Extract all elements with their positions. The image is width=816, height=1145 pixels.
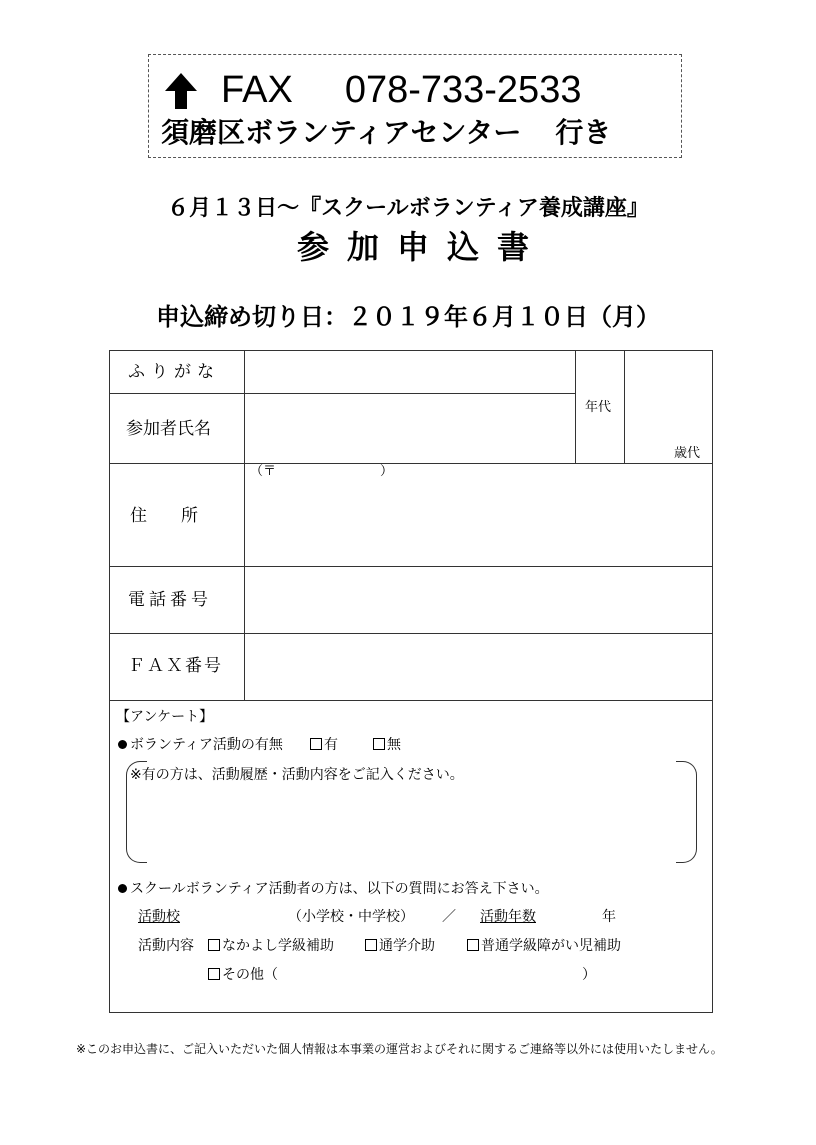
q1-no-option[interactable]: [373, 735, 401, 755]
fax-number-field[interactable]: [245, 634, 712, 700]
school-label: 活動校: [138, 909, 180, 925]
up-arrow-icon: [165, 73, 197, 109]
destination-name: 須磨区ボランティアセンター: [161, 116, 522, 149]
nakayoshi-checkbox[interactable]: [208, 939, 220, 951]
deadline-text: 申込締め切り日：２０１９年６月１０日（月）: [156, 303, 660, 331]
age-unit: 歳代: [674, 446, 701, 461]
destination-suffix: 行き: [555, 116, 612, 149]
privacy-footnote: ※このお申込書に、ご記入いただいた個人情報は本事業の運営およびそれに関するご連絡等以外には使用いたしません。: [76, 1042, 723, 1056]
option-regular-class[interactable]: [467, 936, 621, 956]
years-field[interactable]: [480, 907, 620, 927]
phone-field[interactable]: [245, 567, 712, 633]
years-label: 活動年数: [480, 909, 536, 925]
bullet-icon: [118, 740, 127, 749]
q1-no-label: 無: [387, 737, 401, 753]
q1-yes-label: 有: [324, 737, 338, 753]
commute-checkbox[interactable]: [365, 939, 377, 951]
fax-line: [221, 65, 581, 115]
other-checkbox[interactable]: [208, 968, 220, 980]
participant-name-label: 参加者氏名: [126, 419, 211, 439]
age-column-divider: [575, 351, 576, 463]
address-label: 住 所: [130, 506, 198, 526]
years-unit: 年: [602, 909, 616, 925]
fax-number: 078-733-2533: [344, 69, 582, 111]
note-bracket-right: [676, 761, 697, 863]
option-nakayoshi[interactable]: [208, 936, 334, 956]
fax-row-divider: [110, 700, 712, 701]
participant-name-field[interactable]: [245, 394, 574, 463]
application-form: [109, 350, 713, 1013]
no-checkbox[interactable]: [373, 738, 385, 750]
furigana-label: ふりがな: [128, 362, 220, 382]
option-other-close: ）: [582, 967, 596, 983]
q1-yes-option[interactable]: [310, 735, 338, 755]
option-commute-label: 通学介助: [379, 938, 435, 954]
survey-heading: 【アンケート】: [116, 709, 214, 725]
page-title: 参加申込書: [296, 228, 547, 266]
school-field[interactable]: [138, 907, 442, 927]
option-other[interactable]: [208, 965, 278, 985]
fax-destination: [161, 113, 611, 153]
separator: ／: [442, 909, 456, 925]
content-label: 活動内容: [138, 938, 194, 954]
furigana-field[interactable]: [245, 351, 574, 393]
survey-q2-text: スクールボランティア活動者の方は、以下の質問にお答え下さい。: [130, 881, 549, 897]
regular-class-checkbox[interactable]: [467, 939, 479, 951]
yes-checkbox[interactable]: [310, 738, 322, 750]
option-nakayoshi-label: なかよし学級補助: [222, 938, 334, 954]
bullet-icon: [118, 884, 127, 893]
phone-label: 電話番号: [128, 590, 212, 610]
activity-history-field[interactable]: [146, 787, 676, 857]
fax-header-box: [148, 54, 682, 158]
survey-q1-text: ボランティア活動の有無: [130, 737, 283, 753]
option-other-label: その他（: [222, 967, 278, 983]
age-label: 年代: [585, 400, 612, 415]
postal-code-mark: （〒 ）: [250, 464, 394, 479]
fax-label: FAX: [221, 69, 293, 111]
option-regular-class-label: 普通学級障がい児補助: [481, 938, 621, 954]
activity-history-note: ※有の方は、活動履歴・活動内容をご記入ください。: [130, 767, 464, 783]
option-commute[interactable]: [365, 936, 435, 956]
survey-q1: [118, 735, 283, 755]
school-type: （小学校・中学校）: [288, 909, 414, 925]
survey-q2: [118, 879, 549, 899]
other-detail-field[interactable]: [290, 965, 580, 985]
course-subtitle: ６月１３日～『スクールボランティア養成講座』: [167, 196, 649, 221]
fax-number-label: ＦＡＸ番号: [128, 656, 223, 676]
